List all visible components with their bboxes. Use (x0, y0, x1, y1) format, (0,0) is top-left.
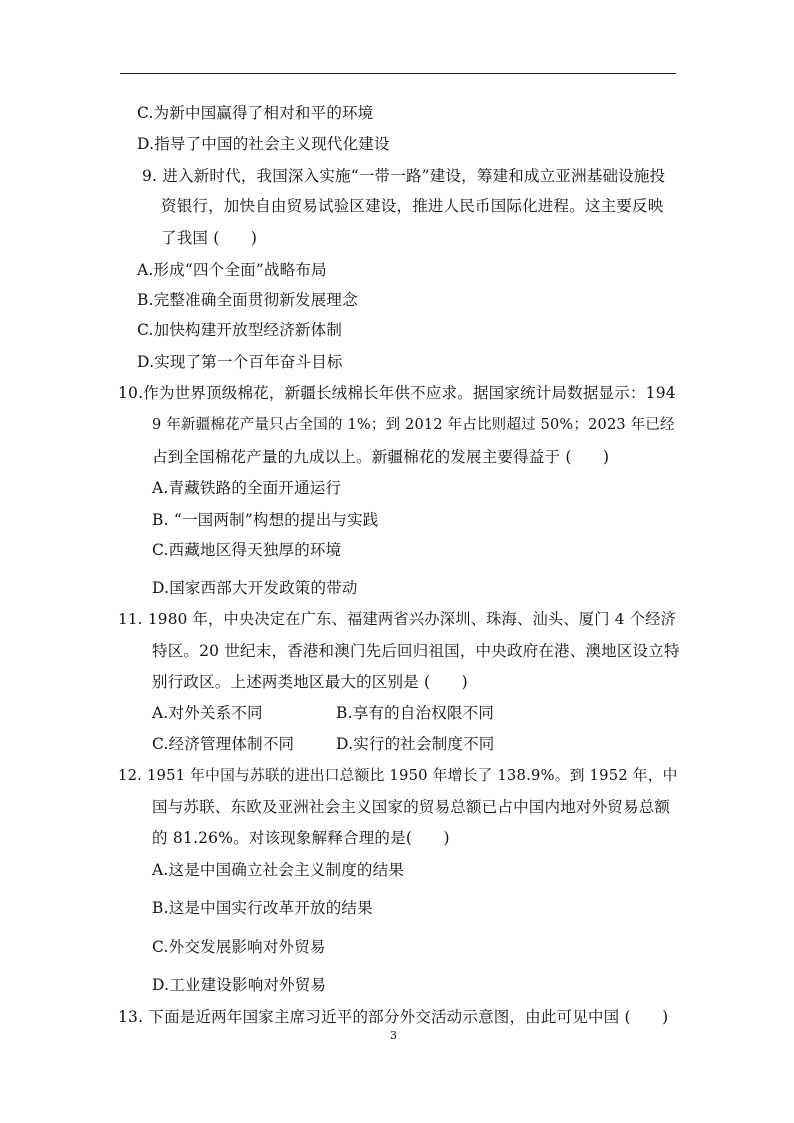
q10-option-b: B. “一国两制”构想的提出与实践 (152, 511, 379, 529)
header-rule (120, 73, 676, 74)
q9-stem-line-3: 了我国 ( ) (161, 229, 258, 247)
q9-option-c: C.加快构建开放型经济新体制 (137, 321, 343, 339)
q12-option-a: A.这是中国确立社会主义制度的结果 (152, 861, 405, 879)
q9-option-a: A.形成“四个全面”战略布局 (137, 261, 327, 279)
q9-option-b: B.完整准确全面贯彻新发展理念 (137, 291, 358, 309)
q13-stem-line-1: 13. 下面是近两年国家主席习近平的部分外交活动示意图，由此可见中国 ( ) (118, 1008, 669, 1026)
q9-stem-line-1: 9. 进入新时代，我国深入实施“一带一路”建设，筹建和成立亚洲基础设施投 (142, 167, 666, 185)
q12-option-b: B.这是中国实行改革开放的结果 (152, 899, 373, 917)
q12-stem-line-1: 12. 1951 年中国与苏联的进出口总额比 1950 年增长了 138.9%。到 1952 年，中 (118, 767, 678, 784)
q11-option-c: C.经济管理体制不同 (152, 735, 295, 753)
q12-stem-line-3: 的 81.26%。对该现象解释合理的是( ) (152, 829, 450, 847)
q11-stem-line-3: 别行政区。上述两类地区最大的区别是 ( ) (152, 673, 468, 691)
q10-stem-line-2: 9 年新疆棉花产量只占全国的 1%；到 2012 年占比则超过 50%；2023 年已经 (152, 417, 675, 433)
q12-option-d: D.工业建设影响对外贸易 (152, 976, 327, 994)
q11-stem-line-1: 11. 1980 年，中央决定在广东、福建两省兴办深圳、珠海、汕头、厦门 4 个经济 (118, 610, 677, 628)
q10-stem-line-3: 占到全国棉花产量的九成以上。新疆棉花的发展主要得益于 ( ) (152, 448, 610, 466)
page-number: 3 (390, 1029, 397, 1042)
q9-option-d: D.实现了第一个百年奋斗目标 (137, 353, 343, 371)
q10-option-d: D.国家西部大开发政策的带动 (152, 579, 358, 597)
q8-option-c: C.为新中国赢得了相对和平的环境 (137, 104, 374, 122)
q8-option-d: D.指导了中国的社会主义现代化建设 (137, 135, 390, 153)
q11-option-b: B.享有的自治权限不同 (336, 704, 495, 722)
q12-option-c: C.外交发展影响对外贸易 (152, 938, 326, 956)
q11-stem-line-2: 特区。20 世纪末，香港和澳门先后回归祖国，中央政府在港、澳地区设立特 (152, 642, 680, 660)
q10-option-c: C.西藏地区得天独厚的环境 (152, 541, 342, 559)
q11-option-a: A.对外关系不同 (152, 704, 263, 722)
q10-option-a: A.青藏铁路的全面开通运行 (152, 479, 342, 497)
q9-stem-line-2: 资银行，加快自由贸易试验区建设，推进人民币国际化进程。这主要反映 (161, 197, 664, 215)
q10-stem-line-1: 10.作为世界顶级棉花，新疆长绒棉长年供不应求。据国家统计局数据显示：194 (118, 384, 676, 402)
q12-stem-line-2: 国与苏联、东欧及亚洲社会主义国家的贸易总额已占中国内地对外贸易总额 (152, 798, 671, 816)
q11-option-d: D.实行的社会制度不同 (336, 735, 495, 753)
